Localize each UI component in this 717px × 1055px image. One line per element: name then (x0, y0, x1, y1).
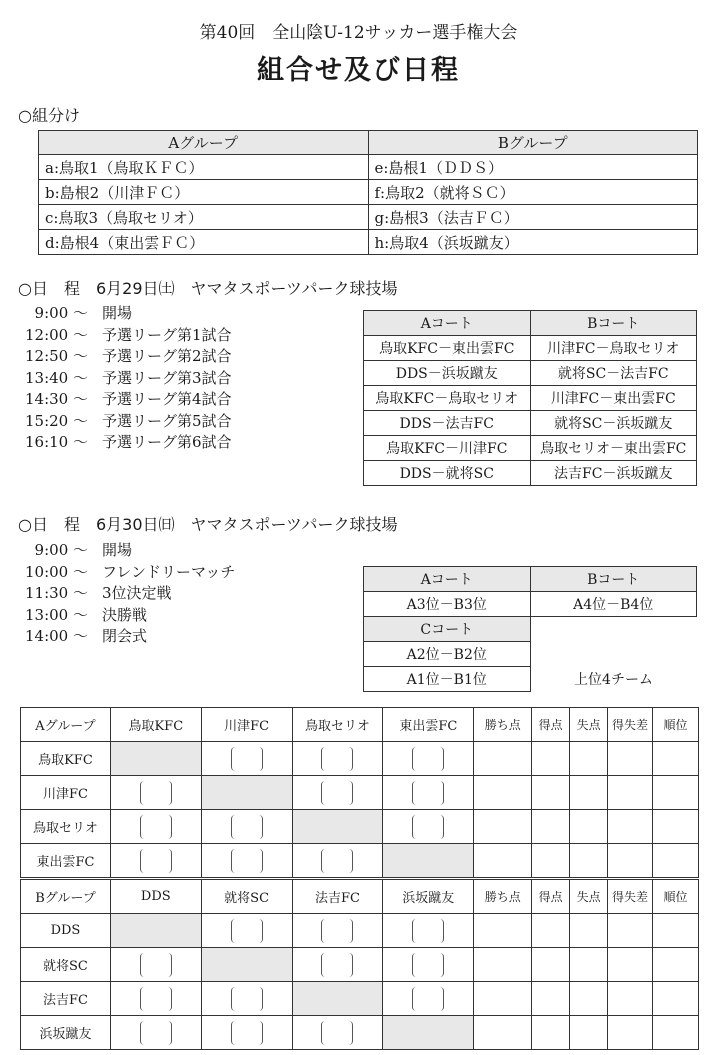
group-a-standings (20, 707, 699, 878)
team-row-label: 鳥取KFC (21, 742, 111, 776)
group-b-entry: g:島根3（法吉ＦＣ） (368, 205, 698, 230)
stat-cell (474, 914, 532, 948)
tournament-subtitle: 第40回 全山陰U-12サッカー選手権大会 (199, 23, 518, 43)
day1-heading: ○日 程 6月29日㈯ ヤマタスポーツパーク球技場 (18, 279, 398, 298)
stat-cell (608, 914, 653, 948)
table-row (21, 776, 699, 810)
score-cell (292, 742, 383, 776)
group-b-entry: f:鳥取2（就将ＳＣ） (368, 180, 698, 205)
stat-cell (474, 776, 532, 810)
court-a-match: A3位－B3位 (364, 592, 531, 617)
team-row-label: 就将SC (21, 948, 111, 982)
team-col-header: 川津FC (201, 708, 292, 742)
stat-cell (532, 982, 570, 1016)
court-blank (530, 617, 697, 642)
court-a-match: 鳥取KFC－東出雲FC (364, 336, 531, 361)
group-a-entry: a:鳥取1（鳥取ＫＦＣ） (39, 155, 369, 180)
table-row (21, 1016, 699, 1050)
stat-cell (653, 810, 699, 844)
table-row (21, 982, 699, 1016)
score-bracket (412, 781, 444, 805)
stat-cell (608, 982, 653, 1016)
stat-cell (570, 810, 608, 844)
day2-heading: ○日 程 6月30日㈰ ヤマタスポーツパーク球技場 (18, 515, 398, 534)
schedule-time: 12:00 〜 (25, 325, 88, 344)
court-b-match: 就将SC－浜坂蹴友 (530, 411, 697, 436)
grouping-heading: ○組分け (18, 106, 80, 125)
score-bracket (140, 815, 172, 839)
stat-cell (474, 810, 532, 844)
group-b-header: Bグループ (368, 131, 698, 155)
score-bracket (321, 849, 353, 873)
stat-cell (653, 1016, 699, 1050)
team-row-label: DDS (21, 914, 111, 948)
court-b-match: 川津FC－東出雲FC (530, 386, 697, 411)
schedule-event: 予選リーグ第4試合 (102, 390, 232, 408)
team-col-header: 鳥取KFC (110, 708, 201, 742)
stat-cell (474, 982, 532, 1016)
group-a-entry: b:島根2（川津ＦＣ） (39, 180, 369, 205)
self-cell (292, 810, 383, 844)
score-cell (201, 844, 292, 878)
page-title: 組合せ及び日程 (257, 55, 460, 86)
self-cell (201, 948, 292, 982)
schedule-event: 予選リーグ第3試合 (102, 368, 232, 387)
schedule-time: 13:40 〜 (25, 368, 88, 387)
stat-cell (653, 742, 699, 776)
team-row-label: 法吉FC (21, 982, 111, 1016)
score-bracket (321, 1021, 353, 1045)
stat-cell (570, 982, 608, 1016)
score-bracket (412, 953, 444, 977)
stat-cell (474, 742, 532, 776)
stat-cell (608, 1016, 653, 1050)
score-cell (201, 982, 292, 1016)
score-cell (110, 948, 201, 982)
team-col-header: 東出雲FC (383, 708, 474, 742)
schedule-time: 11:30 〜 (25, 584, 88, 602)
table-row (21, 844, 699, 878)
team-col-header: DDS (110, 880, 201, 914)
schedule-time: 14:30 〜 (25, 390, 88, 408)
court-a-match: DDS－就将SC (364, 461, 531, 486)
self-cell (292, 982, 383, 1016)
score-bracket (412, 747, 444, 771)
schedule-row (0, 540, 235, 562)
court-b-match: 鳥取セリオ－東出雲FC (530, 436, 697, 461)
score-cell (292, 948, 383, 982)
self-cell (110, 742, 201, 776)
score-bracket (321, 781, 353, 805)
group-a-entry: d:島根4（東出雲ＦＣ） (39, 230, 369, 255)
score-cell (201, 810, 292, 844)
schedule-event: 予選リーグ第6試合 (102, 433, 232, 451)
score-cell (383, 948, 474, 982)
stat-cell (532, 1016, 570, 1050)
score-bracket (140, 953, 172, 977)
court-b-header: Bコート (530, 311, 697, 336)
grouping-table (38, 130, 698, 255)
group-a-header: Aグループ (39, 131, 369, 155)
score-bracket (321, 953, 353, 977)
court-a-match: 鳥取KFC－鳥取セリオ (364, 386, 531, 411)
team-col-header: 鳥取セリオ (292, 708, 383, 742)
schedule-event: フレンドリーマッチ (102, 562, 236, 581)
day2-court-table (363, 566, 697, 692)
court-a-header: Aコート (364, 311, 531, 336)
team-col-header: 法吉FC (292, 880, 383, 914)
score-bracket (140, 987, 172, 1011)
stat-cell (608, 742, 653, 776)
score-bracket (231, 815, 263, 839)
stat-cell (532, 776, 570, 810)
schedule-event: 予選リーグ第1試合 (102, 325, 232, 344)
stat-cell (608, 810, 653, 844)
schedule-time: 10:00 〜 (25, 562, 88, 581)
schedule-event: 閉会式 (102, 627, 148, 645)
court-c-match: A1位－B1位 (364, 667, 531, 692)
court-c-header: Cコート (364, 617, 531, 642)
schedule-row (0, 389, 232, 411)
schedule-event: 予選リーグ第2試合 (102, 347, 232, 365)
score-cell (201, 742, 292, 776)
schedule-row (0, 583, 235, 605)
schedule-row (0, 411, 232, 433)
day1-schedule (0, 303, 232, 454)
day2-schedule (0, 540, 235, 648)
stat-header: 順位 (653, 708, 699, 742)
schedule-event: 決勝戦 (102, 605, 148, 624)
score-cell (292, 776, 383, 810)
court-b-header: Bコート (530, 567, 697, 592)
stat-cell (532, 914, 570, 948)
court-b-match: 法吉FC－浜坂蹴友 (530, 461, 697, 486)
schedule-time: 16:10 〜 (25, 433, 88, 451)
stat-cell (570, 948, 608, 982)
score-cell (383, 982, 474, 1016)
score-bracket (321, 747, 353, 771)
score-cell (292, 1016, 383, 1050)
stat-cell (532, 948, 570, 982)
stat-cell (532, 810, 570, 844)
self-cell (383, 1016, 474, 1050)
court-c-match: A2位－B2位 (364, 642, 531, 667)
self-cell (383, 844, 474, 878)
court-b-match: A4位－B4位 (530, 592, 697, 617)
score-cell (383, 776, 474, 810)
score-bracket (140, 781, 172, 805)
stat-header: 失点 (570, 708, 608, 742)
stat-cell (474, 948, 532, 982)
score-cell (201, 1016, 292, 1050)
stat-header: 得失差 (608, 880, 653, 914)
score-cell (383, 914, 474, 948)
team-row-label: 川津FC (21, 776, 111, 810)
stat-header: 勝ち点 (474, 708, 532, 742)
schedule-row (0, 626, 235, 648)
court-b-match: 就将SC－法吉FC (530, 361, 697, 386)
table-row (21, 810, 699, 844)
stat-cell (653, 844, 699, 878)
team-col-header: 浜坂蹴友 (383, 880, 474, 914)
score-cell (110, 1016, 201, 1050)
stat-cell (570, 844, 608, 878)
score-bracket (412, 815, 444, 839)
top4-note: 上位4チーム (574, 672, 653, 688)
schedule-event: 3位決定戦 (102, 584, 172, 602)
schedule-row (0, 432, 232, 454)
court-blank (530, 642, 697, 667)
schedule-time: 9:00 〜 (34, 304, 88, 322)
schedule-time: 15:20 〜 (25, 411, 88, 430)
stat-cell (570, 1016, 608, 1050)
court-a-match: 鳥取KFC－川津FC (364, 436, 531, 461)
schedule-row (0, 562, 235, 584)
schedule-row (0, 325, 232, 347)
stat-cell (653, 914, 699, 948)
score-cell (383, 742, 474, 776)
score-bracket (231, 1021, 263, 1045)
schedule-time: 9:00 〜 (34, 541, 88, 559)
score-bracket (231, 849, 263, 873)
score-bracket (321, 919, 353, 943)
stat-cell (653, 776, 699, 810)
schedule-event: 予選リーグ第5試合 (102, 411, 232, 430)
schedule-row (0, 346, 232, 368)
stat-cell (570, 776, 608, 810)
table-row (21, 914, 699, 948)
team-row-label: 浜坂蹴友 (21, 1016, 111, 1050)
score-cell (383, 810, 474, 844)
self-cell (110, 914, 201, 948)
group-a-entry: c:鳥取3（鳥取セリオ） (39, 205, 369, 230)
schedule-time: 12:50 〜 (25, 347, 88, 365)
group-a-label: Aグループ (21, 708, 111, 742)
score-bracket (412, 987, 444, 1011)
score-bracket (140, 1021, 172, 1045)
table-row (21, 948, 699, 982)
schedule-row (0, 368, 232, 390)
score-bracket (412, 919, 444, 943)
team-row-label: 鳥取セリオ (21, 810, 111, 844)
schedule-row (0, 605, 235, 627)
score-bracket (231, 987, 263, 1011)
team-row-label: 東出雲FC (21, 844, 111, 878)
day1-court-table (363, 310, 697, 486)
score-bracket (231, 919, 263, 943)
table-row (21, 742, 699, 776)
score-cell (110, 982, 201, 1016)
stat-header: 得点 (532, 708, 570, 742)
self-cell (201, 776, 292, 810)
score-cell (110, 810, 201, 844)
group-b-standings (20, 879, 699, 1050)
score-cell (110, 844, 201, 878)
court-a-header: Aコート (364, 567, 531, 592)
schedule-event: 開場 (102, 541, 133, 559)
stat-cell (474, 1016, 532, 1050)
score-bracket (231, 747, 263, 771)
team-col-header: 就将SC (201, 880, 292, 914)
score-bracket (140, 849, 172, 873)
stat-cell (532, 844, 570, 878)
schedule-time: 13:00 〜 (25, 605, 88, 624)
score-cell (201, 914, 292, 948)
stat-cell (653, 982, 699, 1016)
score-cell (110, 776, 201, 810)
group-b-label: Bグループ (21, 880, 111, 914)
stat-cell (608, 948, 653, 982)
court-a-match: DDS－浜坂蹴友 (364, 361, 531, 386)
stat-cell (532, 742, 570, 776)
group-b-entry: h:鳥取4（浜坂蹴友） (368, 230, 698, 255)
stat-header: 勝ち点 (474, 880, 532, 914)
court-b-match: 川津FC－鳥取セリオ (530, 336, 697, 361)
stat-header: 失点 (570, 880, 608, 914)
score-cell (292, 914, 383, 948)
schedule-row (0, 303, 232, 325)
stat-header: 得点 (532, 880, 570, 914)
score-cell (292, 844, 383, 878)
court-a-match: DDS－法吉FC (364, 411, 531, 436)
stat-cell (608, 776, 653, 810)
stat-cell (608, 844, 653, 878)
stat-cell (474, 844, 532, 878)
schedule-event: 開場 (102, 304, 133, 322)
stat-cell (653, 948, 699, 982)
stat-cell (570, 914, 608, 948)
stat-cell (570, 742, 608, 776)
schedule-time: 14:00 〜 (25, 627, 88, 645)
stat-header: 順位 (653, 880, 699, 914)
group-b-entry: e:島根1（ＤＤＳ） (368, 155, 698, 180)
stat-header: 得失差 (608, 708, 653, 742)
